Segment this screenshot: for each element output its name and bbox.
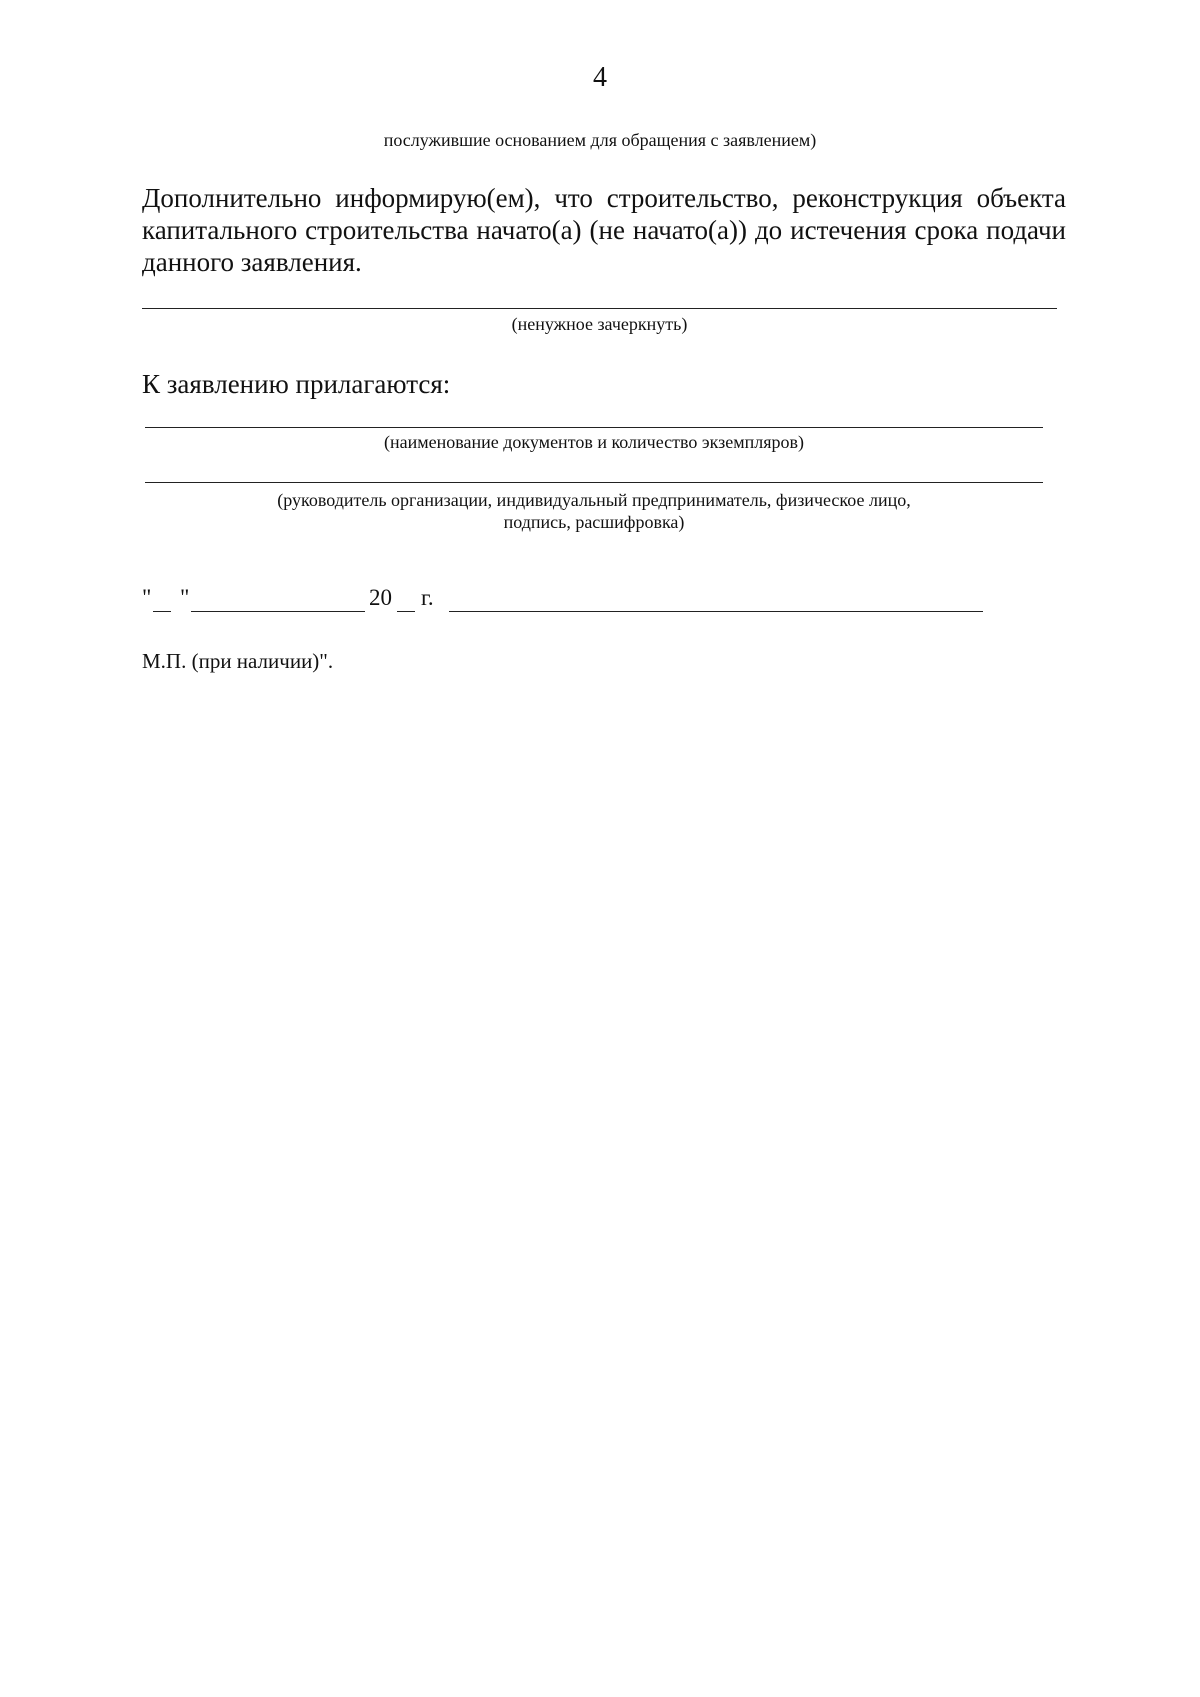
strike-choice-line[interactable] <box>142 308 1057 309</box>
date-year-field[interactable] <box>397 611 415 612</box>
date-open-quote: " <box>142 585 152 610</box>
date-year-suffix: г. <box>421 585 434 610</box>
date-close-quote: " <box>180 585 190 610</box>
attachments-field-line[interactable] <box>145 427 1043 428</box>
date-month-field[interactable] <box>191 611 365 612</box>
stamp-note: М.П. (при наличии)". <box>142 649 334 673</box>
attachments-caption: (наименование документов и количество экземпляров) <box>384 432 804 452</box>
date-year-prefix: 20 <box>369 585 392 610</box>
signature-field-line[interactable] <box>145 482 1043 483</box>
page-number: 4 <box>593 62 607 93</box>
signature-caption-line1: (руководитель организации, индивидуальный предприниматель, физическое лицо, <box>277 490 911 510</box>
strike-note-caption: (ненужное зачеркнуть) <box>511 314 688 334</box>
date-trailing-field[interactable] <box>449 611 983 612</box>
date-day-field[interactable] <box>153 611 171 612</box>
info-paragraph: Дополнительно информирую(ем), что строительство, реконструкция объекта капитального строительства начато(а) (не начато(а)) до истечения срока подачи данного заявления. <box>142 183 1066 277</box>
attachments-heading: К заявлению прилагаются: <box>142 369 451 399</box>
signature-caption-line2: подпись, расшифровка) <box>503 512 685 532</box>
caption-top: послужившие основанием для обращения с заявлением) <box>383 130 817 150</box>
